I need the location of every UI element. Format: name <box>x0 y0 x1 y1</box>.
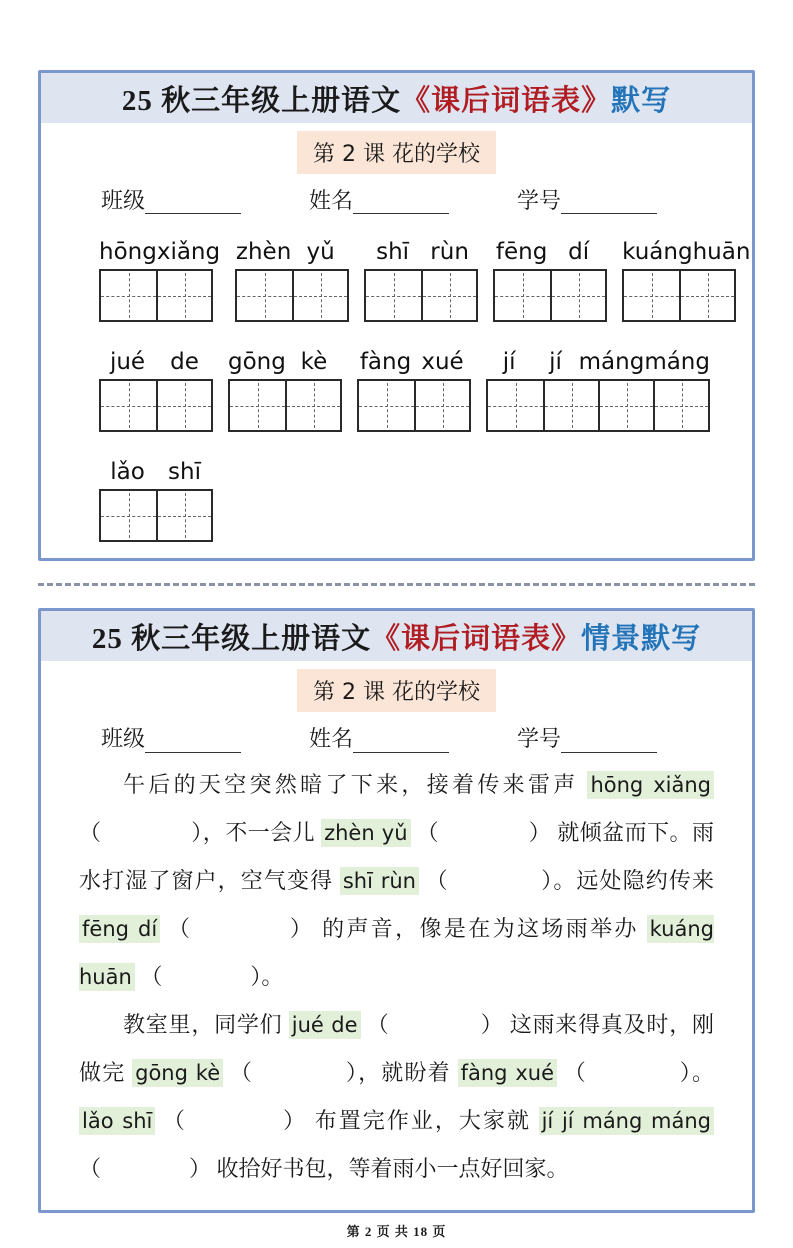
pinyin-syllable: hōng <box>99 239 157 266</box>
answer-blank: （ ） <box>416 819 552 845</box>
pinyin-syllable: huān <box>692 239 751 266</box>
grid-cell <box>488 381 543 430</box>
grid-cell <box>285 381 340 430</box>
pinyin-highlight: jué de <box>289 1011 361 1039</box>
pinyin-syllable: kè <box>300 349 328 376</box>
pinyin-syllable: shī <box>168 459 201 486</box>
field-blank-line <box>145 730 241 753</box>
passage-paragraph: 教室里，同学们 jué de （ ） 这雨来得真及时，刚做完 gōng kè （ ），就盼着 fàng xué （ ）。lǎo shī （ ） 布置完作业，大家就 jí jí máng máng （ ） 收拾好书包，等着雨小一点好回家。 <box>79 1011 714 1181</box>
pinyin-highlight: shī rùn <box>340 867 419 895</box>
pinyin-label <box>99 348 213 379</box>
word-grid-section <box>41 214 752 558</box>
word-row <box>99 238 752 322</box>
word-item <box>99 238 220 322</box>
grid-cell <box>359 381 414 430</box>
writing-grid <box>228 379 342 432</box>
pinyin-syllable: jué <box>109 349 146 376</box>
pinyin-highlight: lǎo shī <box>79 1107 155 1135</box>
grid-cell <box>679 271 734 320</box>
field-label: 班级 <box>101 726 146 752</box>
pinyin-label <box>228 348 342 379</box>
word-item <box>228 348 342 432</box>
field-blank-line <box>353 191 449 214</box>
word-item <box>235 238 349 322</box>
pinyin-syllable: yǔ <box>306 239 335 266</box>
grid-cell <box>292 271 347 320</box>
title-book-name: 《课后词语表》 <box>401 84 612 117</box>
field-label: 学号 <box>516 726 561 752</box>
pinyin-syllable: jí <box>502 349 516 376</box>
pinyin-label <box>364 238 478 269</box>
answer-blank: （ ） <box>79 819 203 845</box>
answer-blank: （ ） <box>79 1155 212 1181</box>
word-item <box>99 348 213 432</box>
pinyin-label <box>99 238 220 269</box>
grid-cell <box>653 381 708 430</box>
pinyin-syllable: máng <box>644 349 710 376</box>
grid-cell <box>156 271 211 320</box>
student-field <box>101 188 241 214</box>
pinyin-label <box>235 238 349 269</box>
lesson-subtitle: 第 2 课 花的学校 <box>297 669 496 712</box>
grid-cell <box>543 381 598 430</box>
lesson-subtitle: 第 2 课 花的学校 <box>297 131 496 174</box>
student-field <box>309 726 449 752</box>
subtitle-row <box>41 131 752 174</box>
grid-cell <box>624 271 679 320</box>
word-item <box>486 348 710 432</box>
field-blank-line <box>561 730 657 753</box>
word-item <box>99 458 213 542</box>
passage-section <box>41 753 752 1210</box>
word-item <box>622 238 750 322</box>
word-item <box>364 238 478 322</box>
grid-cell <box>156 491 211 540</box>
title-suffix: 默写 <box>611 84 672 117</box>
field-blank-line <box>561 191 657 214</box>
grid-cell <box>101 271 156 320</box>
pinyin-syllable: rùn <box>430 239 469 266</box>
grid-cell <box>101 381 156 430</box>
pinyin-syllable: kuáng <box>622 239 693 266</box>
pinyin-syllable: de <box>170 349 199 376</box>
pinyin-syllable: xué <box>421 349 464 376</box>
answer-blank: （ ） <box>563 1059 692 1085</box>
pinyin-syllable: dí <box>568 239 590 266</box>
grid-cell <box>101 491 156 540</box>
grid-cell <box>550 271 605 320</box>
answer-blank: （ ） <box>229 1059 359 1085</box>
word-row <box>99 458 752 542</box>
field-label: 姓名 <box>308 188 353 213</box>
writing-grid <box>357 379 471 432</box>
grid-cell <box>495 271 550 320</box>
writing-grid <box>99 489 213 542</box>
card-title-band <box>41 73 752 123</box>
word-row <box>99 348 752 432</box>
title-book-name: 《课后词语表》 <box>371 622 582 655</box>
answer-blank: （ ） <box>162 1107 308 1133</box>
field-blank-line <box>353 730 449 753</box>
grid-cell <box>598 381 653 430</box>
word-item <box>493 238 607 322</box>
student-field <box>309 188 449 214</box>
field-label: 学号 <box>516 188 561 213</box>
grid-cell <box>237 271 292 320</box>
cut-line-divider <box>38 583 755 586</box>
pinyin-label <box>622 238 750 269</box>
pinyin-highlight: hōng xiǎng <box>587 771 714 799</box>
writing-grid <box>99 379 213 432</box>
pinyin-label <box>99 458 213 489</box>
pinyin-syllable: gōng <box>228 349 286 376</box>
answer-blank: （ ） <box>366 1011 504 1037</box>
title-prefix: 25 秋三年级上册语文 <box>121 84 402 117</box>
field-label: 姓名 <box>308 726 353 752</box>
answer-blank: （ ） <box>168 915 315 941</box>
pinyin-highlight: jí jí máng máng <box>539 1107 714 1135</box>
pinyin-syllable: fēng <box>495 239 548 266</box>
pinyin-syllable: máng <box>578 349 645 376</box>
context-dictation-card <box>38 608 755 1212</box>
student-info-row <box>41 726 752 752</box>
field-label: 班级 <box>101 188 146 213</box>
word-item <box>357 348 471 432</box>
writing-grid <box>99 269 213 322</box>
pinyin-label <box>486 348 710 379</box>
writing-grid <box>493 269 607 322</box>
pinyin-syllable: shī <box>376 239 410 266</box>
grid-cell <box>230 381 285 430</box>
pinyin-highlight: kuáng huān <box>79 916 714 989</box>
grid-cell <box>156 381 211 430</box>
pinyin-label <box>493 238 607 269</box>
student-field <box>517 726 657 752</box>
card-title-band <box>41 611 752 661</box>
pinyin-highlight: fēng dí <box>79 915 160 943</box>
pinyin-highlight: zhèn yǔ <box>321 819 410 847</box>
title-suffix: 情景默写 <box>581 622 702 655</box>
student-field <box>517 188 657 214</box>
field-blank-line <box>145 191 241 214</box>
pinyin-label <box>357 348 471 379</box>
writing-grid <box>364 269 478 322</box>
pinyin-syllable: zhèn <box>235 239 292 266</box>
page-number-footer: 第 2 页 共 18 页 <box>346 1223 447 1239</box>
answer-blank: （ ） <box>425 867 554 893</box>
subtitle-row <box>41 669 752 712</box>
pinyin-syllable: xiǎng <box>156 239 221 266</box>
grid-cell <box>414 381 469 430</box>
writing-grid <box>622 269 736 322</box>
pinyin-syllable: jí <box>549 349 562 376</box>
writing-grid <box>235 269 349 322</box>
grid-cell <box>421 271 476 320</box>
answer-blank: （ ） <box>140 963 262 989</box>
pinyin-highlight: gōng kè <box>132 1059 223 1087</box>
writing-grid <box>486 379 710 432</box>
passage-paragraph: 午后的天空突然暗了下来，接着传来雷声 hōng xiǎng （ ），不一会儿 zhèn yǔ （ ） 就倾盆而下。雨水打湿了窗户，空气变得 shī rùn （ ）。远处隐约传来 fēng dí （ ） 的声音，像是在为这场雨举办 kuáng huān （ ）。 <box>79 771 714 989</box>
dictation-card <box>38 70 755 561</box>
title-prefix: 25 秋三年级上册语文 <box>91 622 372 655</box>
pinyin-highlight: fàng xué <box>458 1059 557 1087</box>
pinyin-syllable: fàng <box>359 349 412 376</box>
grid-cell <box>366 271 421 320</box>
student-field <box>101 726 241 752</box>
pinyin-syllable: lǎo <box>110 459 145 486</box>
student-info-row <box>41 188 752 214</box>
